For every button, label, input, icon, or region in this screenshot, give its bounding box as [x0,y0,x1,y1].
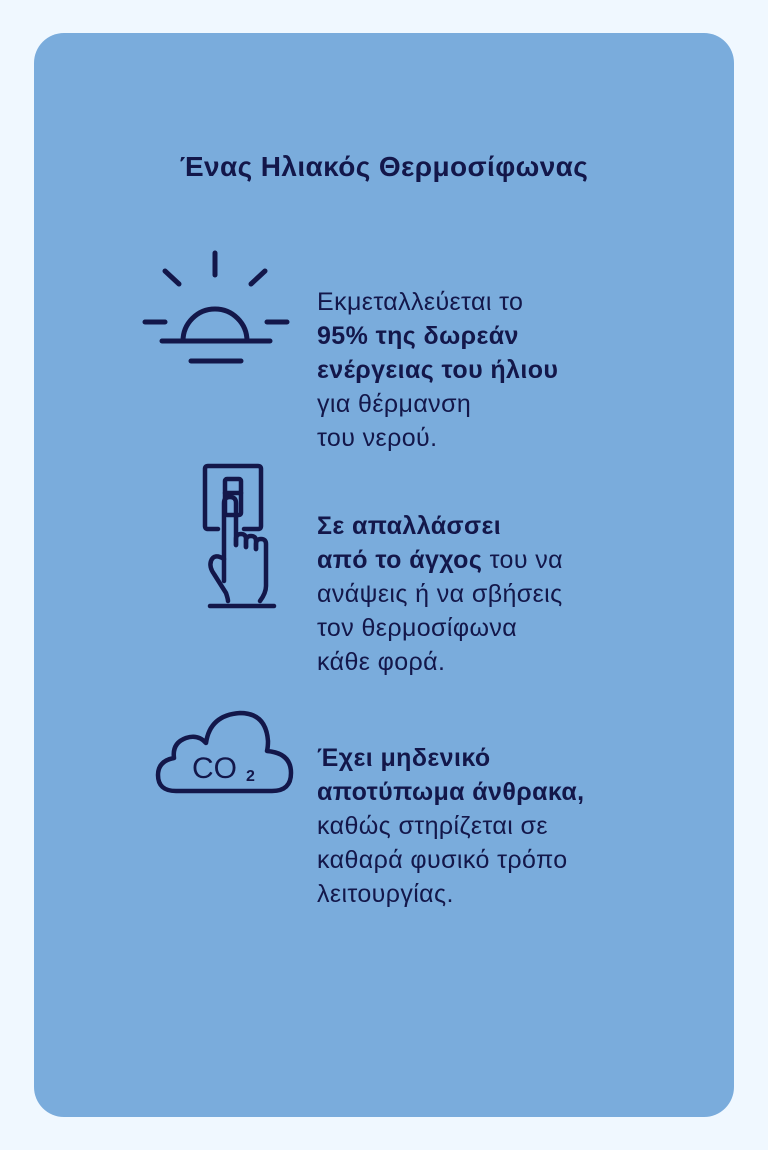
text-line: κάθε φορά. [317,648,446,676]
text-line: του να [482,546,563,574]
text-line: καθώς στηρίζεται σε [317,812,548,840]
co2-subscript: 2 [246,768,255,785]
co2-label: CO [192,752,237,785]
feature-text-zero-carbon [317,741,697,911]
text-line: καθαρά φυσικό τρόπο [317,846,568,874]
text-line-bold: ενέργειας του ήλιου [317,356,559,384]
info-card [34,33,734,1117]
text-line-bold: Σε απαλλάσσει [317,512,502,540]
feature-text-solar [317,285,697,455]
text-line: Εκμεταλλεύεται το [317,288,524,316]
sunrise-icon [140,247,292,367]
text-line-bold: αποτύπωμα άνθρακα, [317,778,585,806]
text-line-bold: Έχει μηδενικό [317,744,491,772]
text-line-bold: από το άγχος [317,546,483,574]
text-line: του νερού. [317,424,438,452]
text-line: ανάψεις ή να σβήσεις [317,580,563,608]
text-line: για θέρμανση [317,390,472,418]
text-line: τον θερμοσίφωνα [317,614,518,642]
card-title: Ένας Ηλιακός Θερμοσίφωνας [179,151,589,182]
text-line: λειτουργίας. [317,880,454,908]
co2-cloud-icon [154,705,296,795]
switch-press-icon [200,461,288,611]
feature-text-no-hassle [317,509,697,679]
text-line-bold: 95% της δωρεάν [317,322,519,350]
